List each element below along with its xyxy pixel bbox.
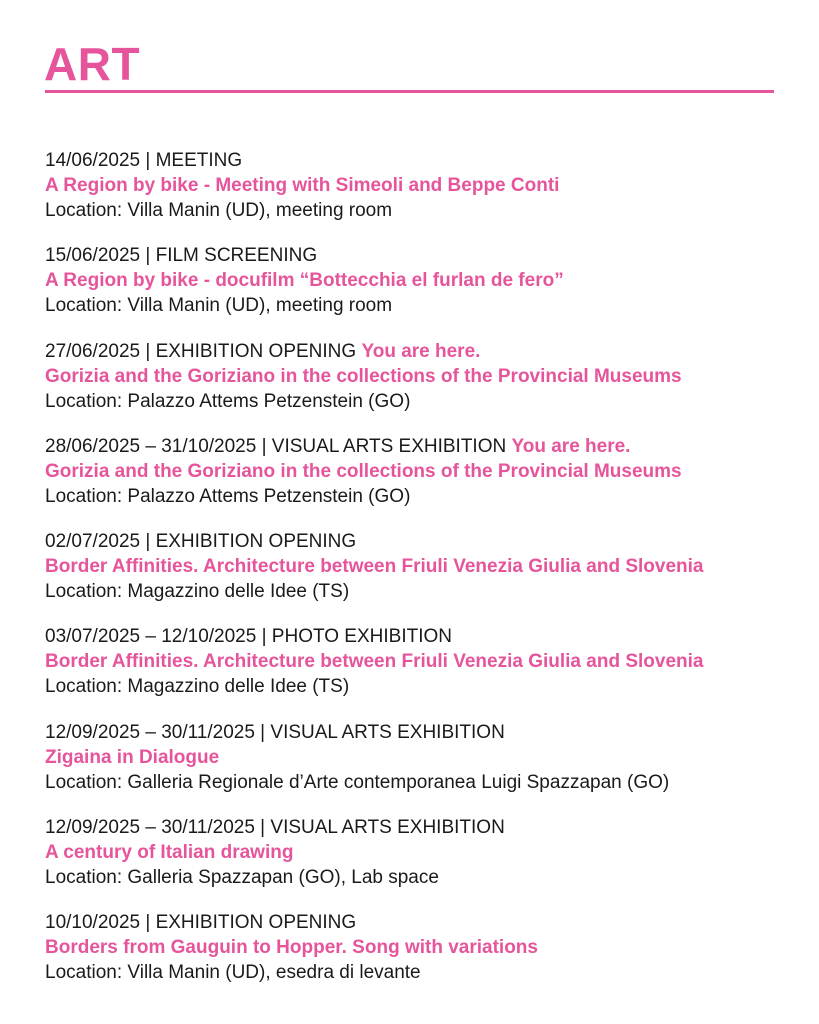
page-title: ART (44, 38, 141, 90)
event-date-category: 27/06/2025 | EXHIBITION OPENING You are here. (45, 340, 481, 362)
event-date-category: 10/10/2025 | EXHIBITION OPENING (45, 912, 357, 934)
event-title: Gorizia and the Goriziano in the collections of the Provincial Museums (45, 460, 682, 482)
event-title: Border Affinities. Architecture between Friuli Venezia Giulia and Slovenia (45, 556, 704, 578)
event-title: Zigaina in Dialogue (45, 746, 220, 768)
event-item (45, 815, 805, 910)
event-location: Location: Villa Manin (UD), meeting room (45, 295, 393, 317)
event-date-category: 15/06/2025 | FILM SCREENING (45, 245, 318, 267)
title-divider (45, 90, 774, 93)
event-item (45, 243, 805, 338)
event-date-category: 12/09/2025 – 30/11/2025 | VISUAL ARTS EXHIBITION (45, 721, 505, 743)
event-item (45, 529, 805, 624)
event-item (45, 434, 805, 529)
event-date-category: 02/07/2025 | EXHIBITION OPENING (45, 531, 357, 553)
event-date-category: 14/06/2025 | MEETING (45, 150, 243, 171)
event-location: Location: Palazzo Attems Petzenstein (GO) (45, 390, 411, 412)
event-title: Borders from Gauguin to Hopper. Song with variations (45, 937, 538, 959)
event-location: Location: Villa Manin (UD), meeting room (45, 200, 393, 221)
event-location: Location: Villa Manin (UD), esedra di levante (45, 962, 421, 984)
event-location: Location: Galleria Regionale d’Arte contemporanea Luigi Spazzapan (GO) (45, 771, 670, 793)
event-location: Location: Palazzo Attems Petzenstein (GO) (45, 485, 411, 507)
event-location: Location: Magazzino delle Idee (TS) (45, 581, 350, 603)
event-date-category: 03/07/2025 – 12/10/2025 | PHOTO EXHIBITION (45, 626, 452, 648)
event-list (45, 148, 805, 1006)
event-item (45, 339, 805, 434)
event-date-category: 12/09/2025 – 30/11/2025 | VISUAL ARTS EXHIBITION (45, 817, 505, 839)
event-date-category: 28/06/2025 – 31/10/2025 | VISUAL ARTS EXHIBITION You are here. (45, 435, 631, 457)
event-title: A century of Italian drawing (45, 842, 294, 864)
event-title: Border Affinities. Architecture between Friuli Venezia Giulia and Slovenia (45, 651, 704, 673)
event-title: Gorizia and the Goriziano in the collections of the Provincial Museums (45, 365, 682, 387)
event-item (45, 624, 805, 719)
event-title: A Region by bike - docufilm “Bottecchia el furlan de fero” (45, 270, 564, 292)
event-inline-title: You are here. (511, 435, 631, 457)
event-item (45, 148, 805, 243)
event-title: A Region by bike - Meeting with Simeoli and Beppe Conti (45, 175, 560, 196)
event-location: Location: Magazzino delle Idee (TS) (45, 676, 350, 698)
event-inline-title: You are here. (361, 340, 481, 362)
event-item (45, 720, 805, 815)
event-item (45, 910, 805, 1005)
event-location: Location: Galleria Spazzapan (GO), Lab space (45, 867, 439, 889)
